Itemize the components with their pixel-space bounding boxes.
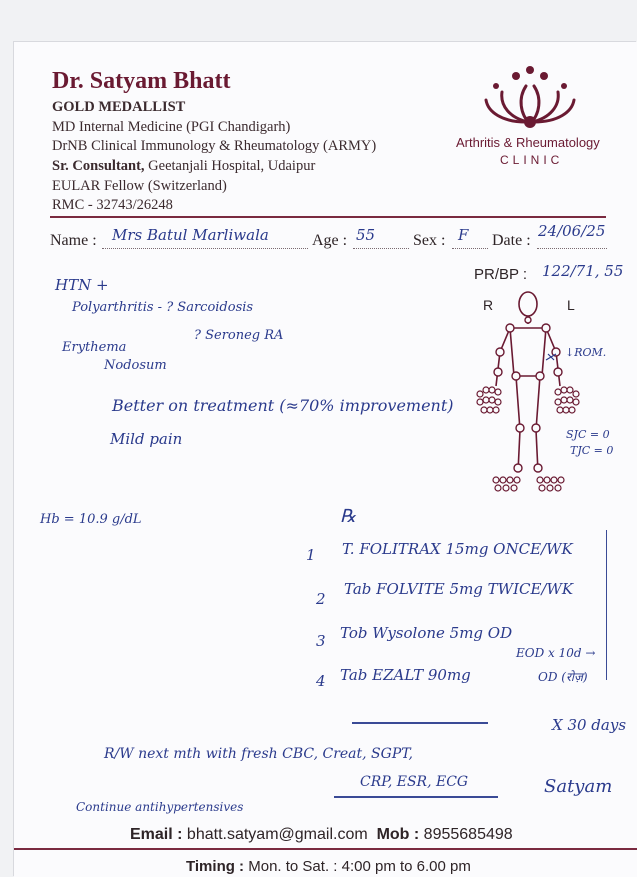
date-field-line (537, 248, 607, 249)
tjc-count: TJC = 0 (570, 444, 614, 457)
age-field-line (353, 248, 409, 249)
header-divider (50, 216, 606, 218)
followup-line2: CRP, ESR, ECG (360, 774, 469, 790)
history-nodosum: Nodosum (104, 358, 167, 373)
consultant-prefix: Sr. Consultant, (52, 158, 145, 174)
med-1-number: 1 (306, 546, 316, 564)
credential-drnb: DrNB Clinical Immunology & Rheumatology (ARMY) (52, 138, 377, 154)
date-label: Date : (492, 232, 531, 249)
consultant-hospital: Geetanjali Hospital, Udaipur (148, 158, 316, 174)
sex-field-line (452, 248, 488, 249)
med-3-number: 3 (316, 632, 326, 650)
vitals-label: PR/BP : (474, 266, 528, 283)
ezalt-note-od: OD (रोज़) (538, 670, 588, 684)
history-htn: HTN + (55, 276, 109, 294)
credential-eular: EULAR Fellow (Switzerland) (52, 178, 227, 194)
footer-divider (14, 848, 637, 850)
vitals-value: 122/71, 55 (542, 262, 624, 280)
body-chart-right-label: R (483, 297, 494, 313)
clinic-subtitle: CLINIC (500, 153, 564, 167)
note-better-on-treatment: Better on treatment (≈70% improvement) (112, 396, 454, 415)
lab-hb: Hb = 10.9 g/dL (40, 512, 142, 527)
history-seroneg-ra: ? Seroneg RA (194, 328, 284, 343)
patient-name: Mrs Batul Marliwala (112, 226, 269, 244)
note-mild-pain: Mild pain (110, 430, 183, 448)
credential-consultant (52, 158, 315, 175)
med-2-number: 2 (316, 590, 326, 608)
footer-timing (186, 858, 471, 875)
med-4-text: Tab EZALT 90mg (340, 666, 471, 684)
clinic-name: Arthritis & Rheumatology (456, 135, 600, 150)
med-2-text: Tab FOLVITE 5mg TWICE/WK (344, 580, 574, 598)
med-4-number: 4 (316, 672, 326, 690)
email-value: bhatt.satyam@gmail.com (186, 826, 368, 843)
credential-rmc: RMC - 32743/26248 (52, 197, 173, 213)
history-erythema: Erythema (62, 340, 127, 355)
clinic-logo-icon (480, 64, 580, 130)
rx-end-line (352, 722, 488, 724)
followup-line1: R/W next mth with fresh CBC, Creat, SGPT, (104, 746, 413, 762)
timing-value: Mon. to Sat. : 4:00 pm to 6.00 pm (248, 858, 471, 875)
doctor-name: Dr. Satyam Bhatt (52, 68, 231, 94)
joint-body-chart-icon (470, 290, 590, 495)
patient-age: 55 (356, 226, 376, 244)
credential-gold-medallist: GOLD MEDALLIST (52, 99, 186, 115)
rx-bracket (600, 530, 607, 680)
mob-value: 8955685498 (423, 826, 513, 843)
footer-contact (130, 826, 513, 844)
visit-date: 24/06/25 (538, 222, 606, 240)
rx-duration: X 30 days (552, 716, 627, 734)
sjc-count: SJC = 0 (566, 428, 610, 441)
patient-fields (50, 222, 610, 256)
followup-line3: Continue antihypertensives (76, 800, 244, 814)
doctor-signature: Satyam (544, 776, 613, 797)
body-chart-left-label: L (567, 297, 575, 313)
name-label: Name : (50, 232, 97, 249)
rom-note: ↓ROM. (565, 346, 607, 359)
name-field-line (102, 248, 308, 249)
sex-label: Sex : (413, 232, 446, 249)
rx-symbol: ℞ (340, 506, 357, 527)
email-label: Email : (130, 826, 183, 843)
mob-label: Mob : (376, 826, 420, 843)
timing-label: Timing : (186, 858, 245, 875)
credential-md: MD Internal Medicine (PGI Chandigarh) (52, 119, 291, 135)
patient-sex: F (458, 226, 469, 244)
history-polyarthritis: Polyarthritis - ? Sarcoidosis (72, 300, 254, 315)
ezalt-note-eod: EOD x 10d → (516, 646, 596, 660)
med-3-text: Tob Wysolone 5mg OD (340, 624, 513, 642)
followup-underline (334, 796, 498, 798)
med-1-text: T. FOLITRAX 15mg ONCE/WK (342, 540, 573, 558)
age-label: Age : (312, 232, 348, 249)
